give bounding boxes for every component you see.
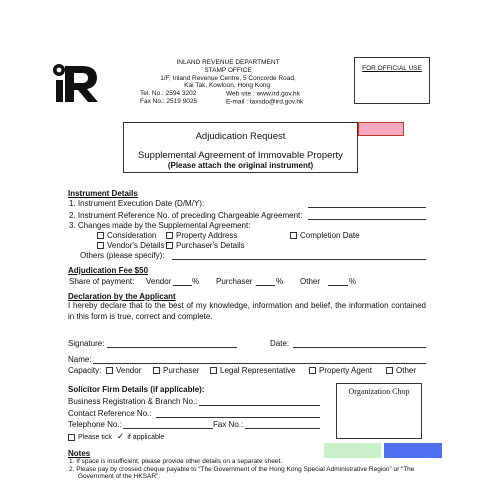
note-2: 2. Please pay by crossed cheque payable to “The Government of the Hong Kong Special Administrative Region” or “The [69,466,415,473]
contact-ref-label: Contact Reference No.: [68,409,152,418]
fax-field[interactable] [245,428,320,429]
reference-no-label: 2. Instrument Reference No. of preceding Chargeable Agreement: [69,211,303,220]
contact-ref-field[interactable] [156,417,320,418]
form-title: Adjudication Request [195,131,286,142]
date-field[interactable] [293,347,426,348]
dept-line: INLAND REVENUE DEPARTMENT [176,59,280,66]
option-label: Consideration [107,231,157,240]
tel-field[interactable] [123,428,213,429]
checkbox[interactable] [386,367,393,374]
fee-heading: Adjudication Fee $50 [68,266,149,275]
capacity-option-label: Vendor [116,366,142,375]
highlight-box-pink [358,122,404,136]
other-percent-field[interactable] [328,285,348,286]
organization-chop-box [336,383,422,439]
percent-sign: % [276,277,284,286]
official-use-label: FOR OFFICIAL USE [362,65,422,72]
capacity-legal-rep[interactable] [210,366,296,376]
instrument-heading: Instrument Details [68,189,138,198]
checkbox[interactable] [290,232,297,239]
capacity-option-label: Other [396,366,417,375]
purchaser-percent-field[interactable] [256,285,275,286]
vendor-percent-field[interactable] [173,285,192,286]
option-label: Vendor's Details [107,241,165,250]
ird-logo [50,62,100,104]
date-label: Date: [270,339,290,348]
capacity-option-label: Legal Representative [220,366,296,375]
option-completion-date[interactable] [290,231,360,241]
capacity-option-label: Purchaser [163,366,200,375]
official-use-box [354,57,430,104]
org-chop-label: Organization Chop [348,387,410,396]
capacity-option-label: Property Agent [319,366,372,375]
tick-note [68,432,164,442]
declaration-text: I hereby declare that to the best of my knowledge, information and belief, the information contained in this form is true, correct and complete. [68,301,426,321]
signature-label: Signature: [68,339,105,348]
br-field[interactable] [199,405,320,406]
tick-note-text: Please tick [78,434,112,441]
option-purchaser-details[interactable] [166,241,245,251]
tel-label: Telephone No.: [68,420,122,429]
option-label: Purchaser's Details [176,241,245,250]
contact-info [140,90,340,106]
other-label: Other [300,277,321,286]
option-vendor-details[interactable] [97,241,165,251]
checkbox[interactable] [210,367,217,374]
br-label: Business Registration & Branch No.: [68,397,198,406]
reference-no-field[interactable] [308,219,426,220]
fax-label: Fax No.: [213,420,244,429]
others-field[interactable] [172,259,426,260]
solicitor-heading: Solicitor Firm Details (if applicable): [68,385,205,394]
title-box [123,122,358,173]
option-label: Property Address [176,231,238,240]
option-label: Completion Date [300,231,360,240]
capacity-label: Capacity: [68,366,102,375]
capacity-purchaser[interactable] [153,366,199,376]
others-label: Others (please specify): [80,251,165,260]
capacity-vendor[interactable] [106,366,141,376]
tel-number: Tel. No.: 2594 3202 [140,90,197,97]
highlight-box-blue [384,443,442,458]
department-address [128,59,328,90]
checkbox[interactable] [166,232,173,239]
vendor-share [146,277,171,287]
tick-note-suffix: if applicable [127,434,165,441]
name-label: Name: [68,355,92,364]
checkbox[interactable] [166,242,173,249]
percent-sign: % [192,277,200,286]
name-field[interactable] [93,363,426,364]
checkbox[interactable] [106,367,113,374]
website: Web site : www.ird.gov.hk [226,90,300,98]
vendor-label: Vendor [146,277,172,286]
checkbox[interactable] [97,242,104,249]
capacity-property-agent[interactable] [309,366,372,376]
dept-line: Kai Tak, Kowloon, Hong Kong. [184,82,272,90]
notes-heading: Notes [68,449,91,458]
highlight-box-green [324,443,381,458]
form-subtitle: Supplemental Agreement of Immovable Property [138,150,343,161]
option-consideration[interactable] [97,231,156,241]
checkbox [68,434,75,441]
dept-line: 1/F, Inland Revenue Centre, 5 Concorde Road, [160,74,296,82]
fax-number: Fax No.: 2519 9025 [140,97,198,105]
option-property-address[interactable] [166,231,237,241]
changes-label: 3. Changes made by the Supplemental Agreement: [69,221,251,230]
note-1: 1. If space is insufficient, please provide other details on a separate sheet. [69,458,283,465]
form-instruction: (Please attach the original instrument) [167,161,314,170]
execution-date-label: 1. Instrument Execution Date (D/M/Y): [69,199,205,208]
declaration-heading: Declaration by the Applicant [68,292,176,301]
capacity-other[interactable] [386,366,416,376]
execution-date-field[interactable] [308,207,426,208]
percent-sign: % [349,277,357,286]
purchaser-label: Purchaser [216,277,253,286]
checkbox[interactable] [153,367,160,374]
share-label: Share of payment: [69,277,135,286]
checkbox[interactable] [97,232,104,239]
dept-line: STAMP OFFICE [204,66,252,74]
email: E-mail : taxsdo@ird.gov.hk [226,98,304,106]
check-mark-icon: ✓ [116,431,125,441]
note-2-continued: Government of the HKSAR”. [78,473,161,480]
signature-field[interactable] [107,347,237,348]
checkbox[interactable] [309,367,316,374]
